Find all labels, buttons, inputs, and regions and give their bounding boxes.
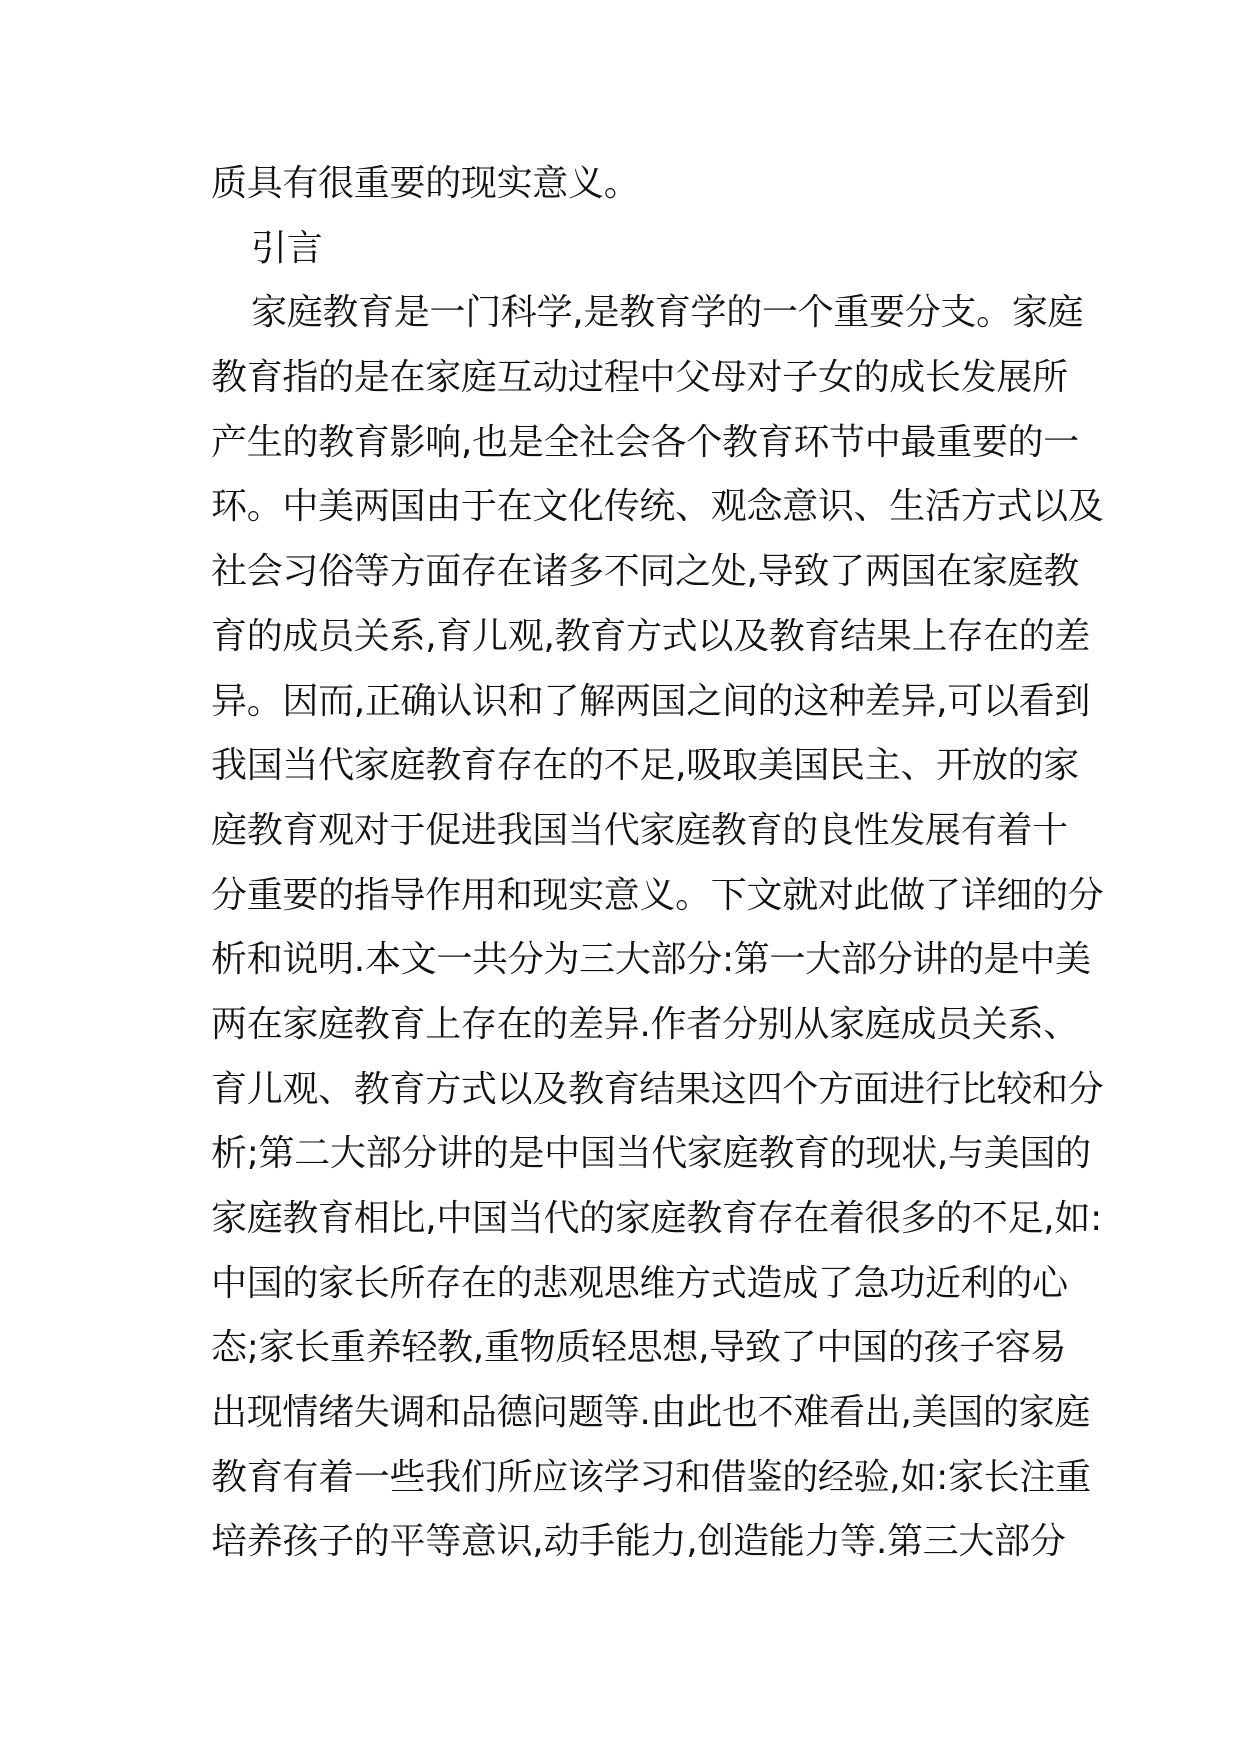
section-heading: 引言 <box>251 227 323 269</box>
text-line: 庭教育观对于促进我国当代家庭教育的良性发展有着十 <box>211 809 1068 851</box>
text-line: 社会习俗等方面存在诸多不同之处,导致了两国在家庭教 <box>211 551 1079 593</box>
text-line: 培养孩子的平等意识,动手能力,创造能力等.第三大部分 <box>211 1521 1066 1563</box>
text-line: 出现情绪失调和品德问题等.由此也不难看出,美国的家庭 <box>211 1392 1091 1434</box>
text-line: 育儿观、教育方式以及教育结果这四个方面进行比较和分 <box>211 1068 1104 1110</box>
text-line: 教育指的是在家庭互动过程中父母对子女的成长发展所 <box>211 357 1068 399</box>
text-line: 中国的家长所存在的悲观思维方式造成了急功近利的心 <box>211 1262 1068 1304</box>
text-line: 教育有着一些我们所应该学习和借鉴的经验,如:家长注重 <box>211 1456 1091 1498</box>
text-line: 环。中美两国由于在文化传统、观念意识、生活方式以及 <box>211 486 1104 528</box>
text-line: 析和说明.本文一共分为三大部分:第一大部分讲的是中美 <box>211 939 1091 981</box>
text-line: 态;家长重养轻教,重物质轻思想,导致了中国的孩子容易 <box>211 1327 1067 1369</box>
text-line: 育的成员关系,育儿观,教育方式以及教育结果上存在的差 <box>211 615 1091 657</box>
text-line: 异。因而,正确认识和了解两国之间的这种差异,可以看到 <box>211 680 1091 722</box>
text-line: 家庭教育相比,中国当代的家庭教育存在着很多的不足,如: <box>211 1198 1102 1239</box>
text-line: 我国当代家庭教育存在的不足,吸取美国民主、开放的家 <box>211 745 1079 787</box>
text-line: 产生的教育影响,也是全社会各个教育环节中最重要的一 <box>211 421 1079 463</box>
text-line: 家庭教育是一门科学,是教育学的一个重要分支。家庭 <box>251 292 1084 334</box>
body-text <box>211 152 1104 1575</box>
text-line: 两在家庭教育上存在的差异.作者分别从家庭成员关系、 <box>211 1003 1079 1045</box>
text-line: 分重要的指导作用和现实意义。下文就对此做了详细的分 <box>211 874 1104 916</box>
text-line: 质具有很重要的现实意义。 <box>211 163 640 204</box>
text-line: 析;第二大部分讲的是中国当代家庭教育的现状,与美国的 <box>211 1133 1091 1175</box>
